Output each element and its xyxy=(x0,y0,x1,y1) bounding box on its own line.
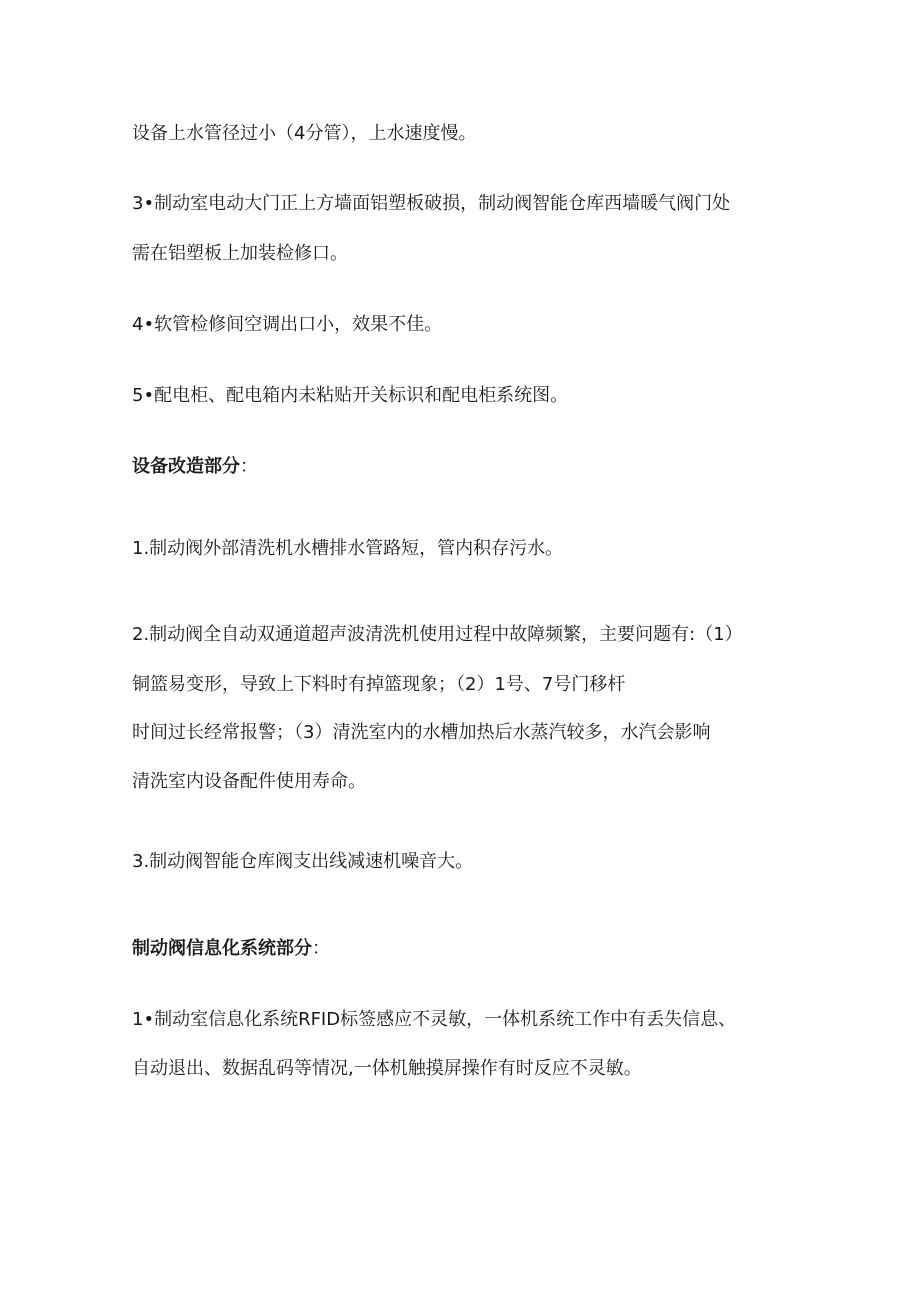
text-line: 时间过长经常报警；（3）清洗室内的水槽加热后水蒸汽较多，水汽会影响 xyxy=(132,722,711,743)
text-line: 3.制动阀智能仓库阀支出线减速机噪音大。 xyxy=(132,851,474,872)
text-line: 需在铝塑板上加装检修口。 xyxy=(132,243,348,264)
text-line: 自动退出、数据乱码等情况,一体机触摸屏操作有时反应不灵敏。 xyxy=(132,1058,642,1079)
section-heading-info-system xyxy=(132,937,330,961)
text-line: 1•制动室信息化系统RFID标签感应不灵敏，一体机系统工作中有丢失信息、 xyxy=(132,1009,737,1030)
text-line: 2.制动阀全自动双通道超声波清洗机使用过程中故障频繁，主要问题有:（1） xyxy=(132,624,743,645)
heading-colon: ： xyxy=(240,456,258,477)
text-line: 4•软管检修间空调出口小，效果不佳。 xyxy=(132,314,443,335)
text-line: 1.制动阀外部清洗机水槽排水管路短，管内积存污水。 xyxy=(132,538,564,559)
section-heading-equipment-renovation xyxy=(132,455,258,479)
heading-colon: ： xyxy=(312,938,330,959)
heading-text: 制动阀信息化系统部分 xyxy=(132,938,312,959)
text-line: 设备上水管径过小（4分管），上水速度慢。 xyxy=(132,123,477,144)
text-line: 3•制动室电动大门正上方墙面铝塑板破损，制动阀智能仓库西墙暖气阀门处 xyxy=(132,193,731,214)
text-line: 5•配电柜、配电箱内未粘贴开关标识和配电柜系统图。 xyxy=(132,385,569,406)
heading-text: 设备改造部分 xyxy=(132,456,240,477)
text-line: 清洗室内设备配件使用寿命。 xyxy=(132,771,366,792)
text-line: 铜篮易变形，导致上下料时有掉篮现象；（2）1号、7号门移杆 xyxy=(132,674,626,695)
